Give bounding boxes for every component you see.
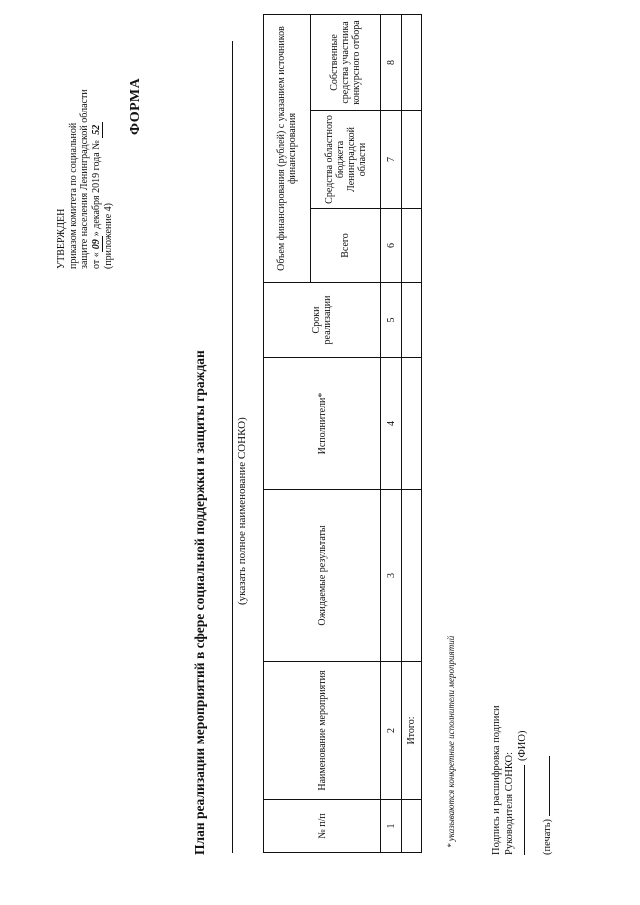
plan-table bbox=[263, 14, 422, 853]
fio-label: (ФИО) bbox=[517, 730, 528, 761]
approval-date-line bbox=[91, 19, 104, 269]
form-label: ФОРМА bbox=[128, 77, 143, 135]
date-prefix: от « bbox=[90, 252, 102, 269]
table-number-row bbox=[381, 14, 402, 852]
column-number: 5 bbox=[381, 283, 402, 358]
stamp-label: (печать) bbox=[542, 818, 553, 855]
handwritten-day: 09 bbox=[91, 236, 104, 252]
organization-name-line bbox=[232, 41, 233, 853]
table-total-row bbox=[402, 14, 422, 852]
column-number: 8 bbox=[381, 14, 402, 110]
total-empty-cell bbox=[402, 800, 422, 853]
document-title: План реализации мероприятий в сфере социальной поддержки и защиты граждан bbox=[192, 350, 207, 855]
column-number: 6 bbox=[381, 209, 402, 283]
header-total: Всего bbox=[311, 209, 381, 283]
column-number: 7 bbox=[381, 111, 402, 209]
column-number: 2 bbox=[381, 662, 402, 800]
handwritten-number: 52 bbox=[91, 122, 104, 138]
date-middle: » декабря 2019 года № bbox=[90, 140, 102, 237]
total-empty-cell bbox=[402, 490, 422, 662]
signature-block bbox=[490, 705, 554, 855]
header-results: Ожидаемые результаты bbox=[264, 490, 381, 662]
organization-caption: (указать полное наименование СОНКО) bbox=[236, 417, 248, 605]
signature-line: Подпись и расшифровка подписи bbox=[491, 705, 502, 855]
stamp-line bbox=[541, 705, 554, 855]
fio-line bbox=[516, 705, 529, 855]
approval-line: приказом комитета по социальной bbox=[67, 122, 79, 269]
column-number: 1 bbox=[381, 800, 402, 853]
total-empty-cell bbox=[402, 111, 422, 209]
total-empty-cell bbox=[402, 14, 422, 110]
footnote: * указываются конкретные исполнители мероприятий bbox=[446, 635, 456, 848]
signature-line: Руководителя СОНКО: bbox=[504, 751, 515, 855]
total-empty-cell bbox=[402, 358, 422, 490]
column-number: 3 bbox=[381, 490, 402, 662]
signature-blank bbox=[524, 765, 525, 855]
header-num: № п/п bbox=[264, 800, 381, 853]
header-terms: Сроки реализации bbox=[264, 283, 381, 358]
approval-block bbox=[56, 19, 115, 269]
header-funding: Объем финансирования (рублей) с указанием источников финансирования bbox=[264, 14, 311, 282]
header-regional-budget: Средства областного бюджета Ленинградской области bbox=[311, 111, 381, 209]
total-empty-cell bbox=[402, 283, 422, 358]
column-number: 4 bbox=[381, 358, 402, 490]
total-empty-cell bbox=[402, 209, 422, 283]
header-own-funds: Собственные средства участника конкурсного отбора bbox=[311, 14, 381, 110]
total-label: Итого: bbox=[402, 662, 422, 800]
table-header-row bbox=[264, 14, 311, 852]
header-executors: Исполнители* bbox=[264, 358, 381, 490]
header-name: Наименование мероприятия bbox=[264, 662, 381, 800]
approval-line: защите населения Ленинградской области bbox=[79, 89, 90, 269]
stamp-blank bbox=[549, 756, 550, 816]
approval-heading: УТВЕРЖДЕН bbox=[56, 208, 67, 269]
appendix-note: (приложение 4) bbox=[103, 203, 114, 269]
